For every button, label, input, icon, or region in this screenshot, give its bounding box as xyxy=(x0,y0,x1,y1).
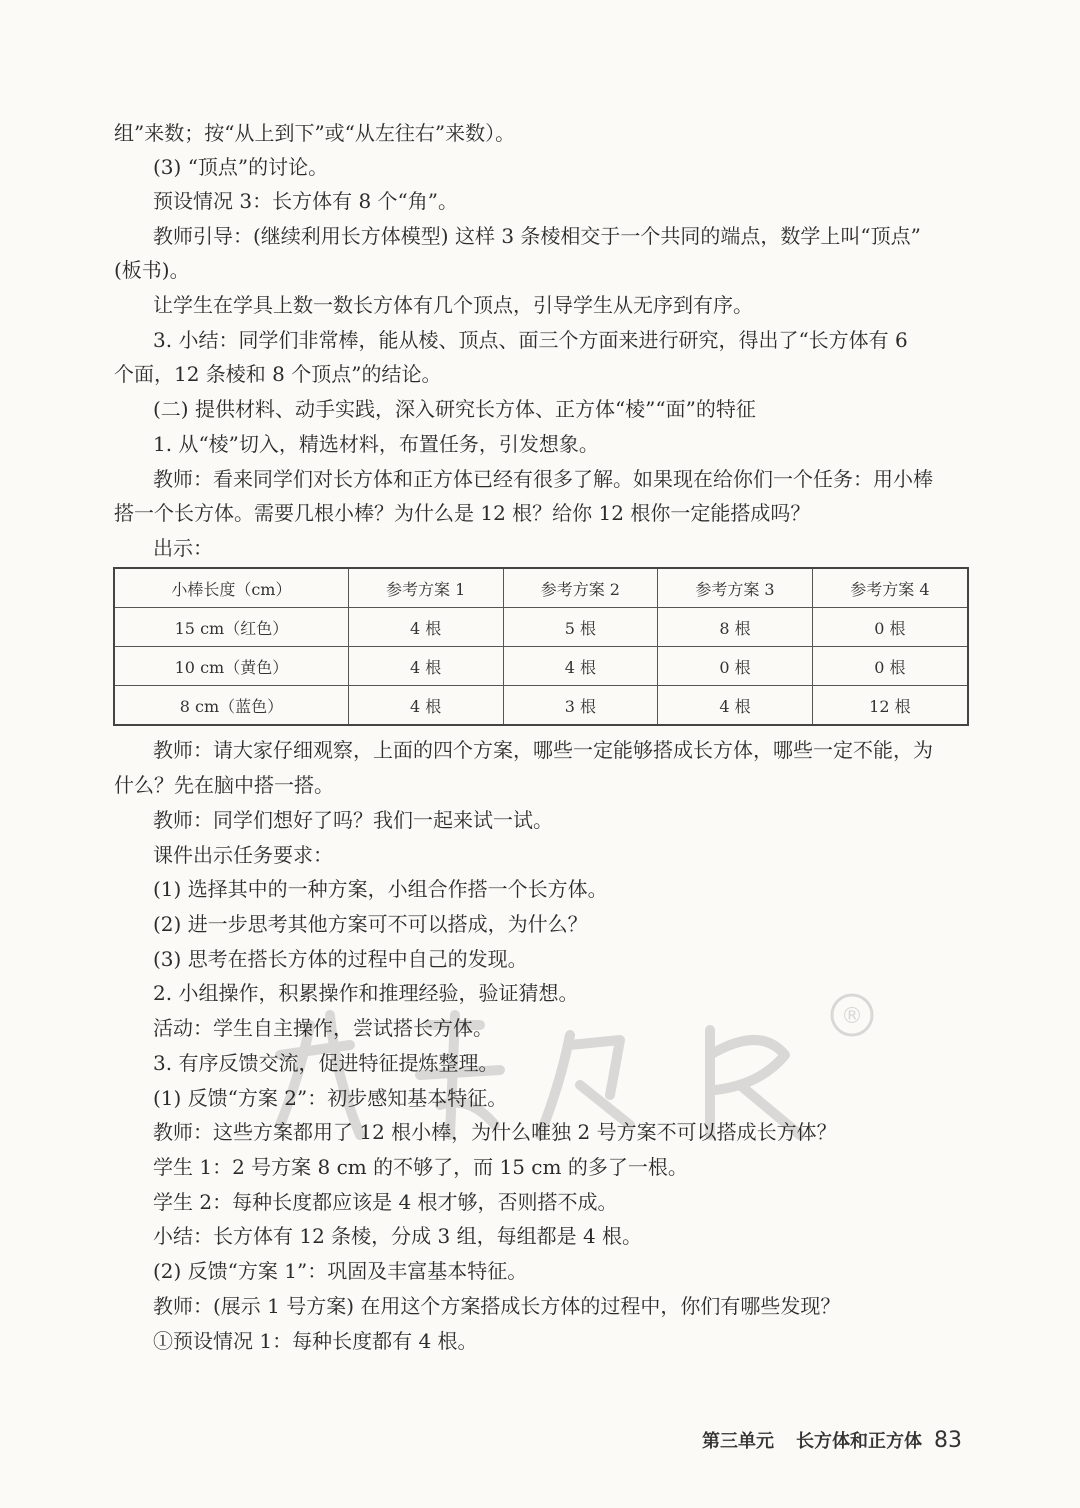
table-cell: 0 根 xyxy=(658,647,813,686)
table-cell: 15 cm（红色） xyxy=(114,608,348,647)
text-line: 教师引导：(继续利用长方体模型) 这样 3 条棱相交于一个共同的端点，数学上叫“顶点” xyxy=(153,224,921,248)
text-line: 3. 有序反馈交流，促进特征提炼整理。 xyxy=(153,1051,499,1075)
text-line: 活动：学生自主操作，尝试搭长方体。 xyxy=(153,1016,493,1040)
text-line: 教师：看来同学们对长方体和正方体已经有很多了解。如果现在给你们一个任务：用小棒 xyxy=(153,467,933,491)
table-header-cell: 参考方案 4 xyxy=(812,568,968,608)
text-line: 出示： xyxy=(153,536,213,560)
text-line: (2) 反馈“方案 1”：巩固及丰富基本特征。 xyxy=(153,1259,528,1283)
text-line: (1) 选择其中的一种方案，小组合作搭一个长方体。 xyxy=(153,877,608,901)
table-header-cell: 参考方案 2 xyxy=(503,568,658,608)
text-line: 小结：长方体有 12 条棱，分成 3 组，每组都是 4 根。 xyxy=(153,1224,643,1248)
text-line: 学生 2：每种长度都应该是 4 根才够，否则搭不成。 xyxy=(153,1190,618,1214)
text-line: 教师：(展示 1 号方案) 在用这个方案搭成长方体的过程中，你们有哪些发现？ xyxy=(153,1294,841,1318)
text-line: 什么？先在脑中搭一搭。 xyxy=(114,773,334,797)
section-heading: (二) 提供材料、动手实践，深入研究长方体、正方体“棱”“面”的特征 xyxy=(153,397,756,421)
page-footer xyxy=(702,1427,962,1453)
text-line: 预设情况 3：长方体有 8 个“角”。 xyxy=(153,189,458,213)
table-cell: 10 cm（黄色） xyxy=(114,647,348,686)
text-line: (板书)。 xyxy=(114,258,190,282)
table-header-row xyxy=(114,568,968,608)
table-cell: 8 根 xyxy=(658,608,813,647)
text-line: 学生 1：2 号方案 8 cm 的不够了，而 15 cm 的多了一根。 xyxy=(153,1155,688,1179)
stick-plan-table xyxy=(113,567,969,726)
table-cell: 4 根 xyxy=(348,647,503,686)
text-line: 个面，12 条棱和 8 个顶点”的结论。 xyxy=(114,362,442,386)
table-header-cell: 小棒长度（cm） xyxy=(114,568,348,608)
text-line: 搭一个长方体。需要几根小棒？为什么是 12 根？给你 12 根你一定能搭成吗？ xyxy=(114,501,811,525)
table-cell: 0 根 xyxy=(812,608,968,647)
text-line: (3) 思考在搭长方体的过程中自己的发现。 xyxy=(153,947,528,971)
text-line: 教师：这些方案都用了 12 根小棒，为什么唯独 2 号方案不可以搭成长方体？ xyxy=(153,1120,837,1144)
footer-chapter: 长方体和正方体 xyxy=(796,1431,922,1452)
footer-unit: 第三单元 xyxy=(702,1431,774,1452)
text-line: (2) 进一步思考其他方案可不可以搭成，为什么？ xyxy=(153,912,588,936)
text-line: 让学生在学具上数一数长方体有几个顶点，引导学生从无序到有序。 xyxy=(153,293,753,317)
table-cell: 12 根 xyxy=(812,686,968,726)
text-line: 3. 小结：同学们非常棒，能从棱、顶点、面三个方面来进行研究，得出了“长方体有 6 xyxy=(153,328,908,352)
text-line: 2. 小组操作，积累操作和推理经验，验证猜想。 xyxy=(153,981,579,1005)
table-header-cell: 参考方案 1 xyxy=(348,568,503,608)
table-cell: 0 根 xyxy=(812,647,968,686)
text-line: ①预设情况 1：每种长度都有 4 根。 xyxy=(153,1329,478,1353)
table-cell: 4 根 xyxy=(503,647,658,686)
table-cell: 4 根 xyxy=(658,686,813,726)
text-line: 课件出示任务要求： xyxy=(153,843,333,867)
text-line: 1. 从“棱”切入，精选材料，布置任务，引发想象。 xyxy=(153,432,599,456)
page-number: 83 xyxy=(934,1428,962,1453)
table-cell: 8 cm（蓝色） xyxy=(114,686,348,726)
table-header-cell: 参考方案 3 xyxy=(658,568,813,608)
table-row xyxy=(114,647,968,686)
text-line: 教师：同学们想好了吗？我们一起来试一试。 xyxy=(153,808,553,832)
table-cell: 4 根 xyxy=(348,686,503,726)
table-row xyxy=(114,686,968,726)
table-row xyxy=(114,608,968,647)
text-line: (1) 反馈“方案 2”：初步感知基本特征。 xyxy=(153,1086,508,1110)
registered-mark: ® xyxy=(841,1004,863,1029)
table-cell: 3 根 xyxy=(503,686,658,726)
table-cell: 5 根 xyxy=(503,608,658,647)
table-cell: 4 根 xyxy=(348,608,503,647)
text-line: (3) “顶点”的讨论。 xyxy=(153,155,329,179)
text-line: 教师：请大家仔细观察，上面的四个方案，哪些一定能够搭成长方体，哪些一定不能，为 xyxy=(153,738,933,762)
text-line: 组”来数；按“从上到下”或“从左往右”来数）。 xyxy=(114,121,516,145)
